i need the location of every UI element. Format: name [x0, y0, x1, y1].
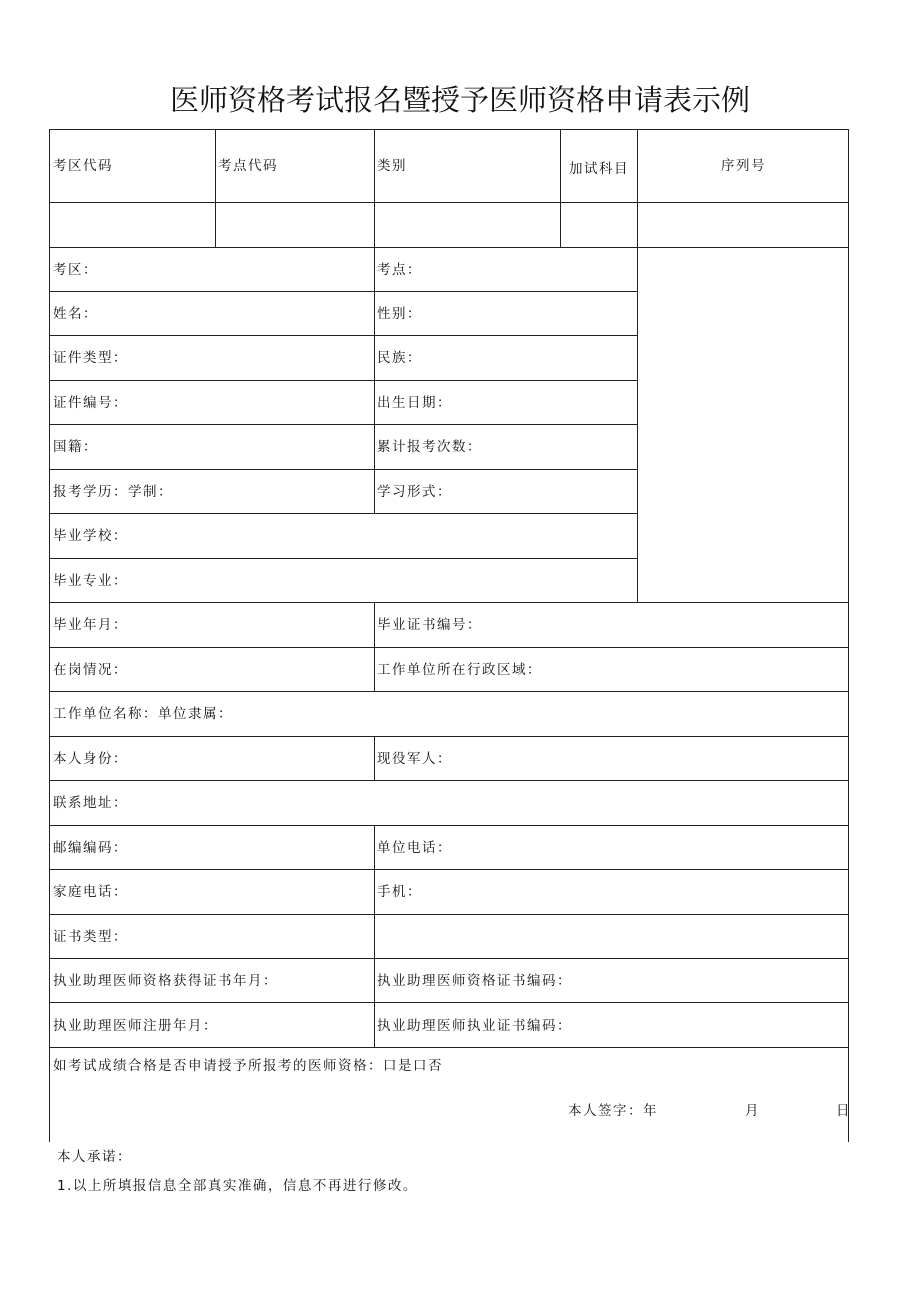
rule [49, 780, 849, 781]
rule [49, 513, 638, 514]
home-phone-label: 家庭电话： [53, 884, 128, 900]
application-form [49, 129, 849, 1142]
photo-area [638, 248, 848, 602]
attempt-count-label: 累计报考次数： [377, 439, 482, 455]
rule [49, 958, 849, 959]
extra-subject-field[interactable] [561, 203, 637, 247]
education-label: 报考学历：学制： [53, 484, 173, 500]
gender-label: 性别： [377, 306, 422, 322]
assistant-cert-date-label: 执业助理医师资格获得证书年月： [53, 973, 278, 989]
rule [49, 1047, 849, 1048]
rule [49, 291, 638, 292]
rule [49, 869, 849, 870]
rule [49, 691, 849, 692]
ethnicity-label: 民族： [377, 350, 422, 366]
signature-label: 本人签字：年 [568, 1103, 658, 1119]
serial-no-field[interactable] [638, 203, 848, 247]
exam-site-code-label: 考点代码 [218, 158, 278, 174]
signature-day-label: 日 [836, 1103, 851, 1119]
work-unit-label: 工作单位名称：单位隶属： [53, 706, 233, 722]
graduate-school-label: 毕业学校： [53, 528, 128, 544]
exam-area-code-field[interactable] [50, 203, 215, 247]
rule [49, 1002, 849, 1003]
address-label: 联系地址： [53, 795, 128, 811]
employment-status-label: 在岗情况： [53, 662, 128, 678]
assistant-reg-date-label: 执业助理医师注册年月： [53, 1018, 218, 1034]
apply-question-label: 如考试成绩合格是否申请授予所报考的医师资格：口是口否 [53, 1058, 443, 1074]
mobile-label: 手机： [377, 884, 422, 900]
unit-phone-label: 单位电话： [377, 840, 452, 856]
divider [374, 825, 375, 1047]
rule [49, 469, 638, 470]
exam-site-label: 考点： [377, 262, 422, 278]
work-region-label: 工作单位所在行政区域： [377, 662, 542, 678]
rule [49, 424, 638, 425]
extra-subject-label: 加试科目 [569, 161, 629, 177]
postal-code-label: 邮编编码： [53, 840, 128, 856]
rule [49, 558, 638, 559]
rule [49, 335, 638, 336]
assistant-practice-code-label: 执业助理医师执业证书编码： [377, 1018, 572, 1034]
commitment-heading: 本人承诺： [57, 1149, 132, 1165]
rule [49, 602, 849, 603]
border-right [848, 129, 849, 1142]
exam-site-code-field[interactable] [216, 203, 374, 247]
id-type-label: 证件类型： [53, 350, 128, 366]
nationality-label: 国籍： [53, 439, 98, 455]
study-mode-label: 学习形式： [377, 484, 452, 500]
exam-area-code-label: 考区代码 [53, 158, 113, 174]
category-label: 类别 [377, 158, 407, 174]
birth-date-label: 出生日期： [377, 395, 452, 411]
category-field[interactable] [375, 203, 560, 247]
identity-label: 本人身份： [53, 751, 128, 767]
commitment-item-1: 1.以上所填报信息全部真实准确，信息不再进行修改。 [57, 1178, 418, 1194]
active-military-label: 现役军人： [377, 751, 452, 767]
name-label: 姓名： [53, 306, 98, 322]
rule [49, 380, 638, 381]
id-number-label: 证件编号： [53, 395, 128, 411]
signature-month-label: 月 [745, 1103, 760, 1119]
graduate-date-label: 毕业年月： [53, 617, 128, 633]
cert-type-label: 证书类型： [53, 929, 128, 945]
border-left [49, 129, 50, 1142]
rule [49, 647, 849, 648]
rule [49, 825, 849, 826]
border-top [49, 129, 849, 130]
divider [374, 736, 375, 780]
divider [374, 247, 375, 513]
serial-no-label: 序列号 [721, 158, 766, 174]
graduate-major-label: 毕业专业： [53, 573, 128, 589]
rule [49, 914, 849, 915]
exam-area-label: 考区： [53, 262, 98, 278]
divider [374, 602, 375, 691]
rule [49, 736, 849, 737]
diploma-number-label: 毕业证书编号： [377, 617, 482, 633]
page-title: 医师资格考试报名暨授予医师资格申请表示例 [169, 83, 750, 117]
assistant-cert-code-label: 执业助理医师资格证书编码： [377, 973, 572, 989]
